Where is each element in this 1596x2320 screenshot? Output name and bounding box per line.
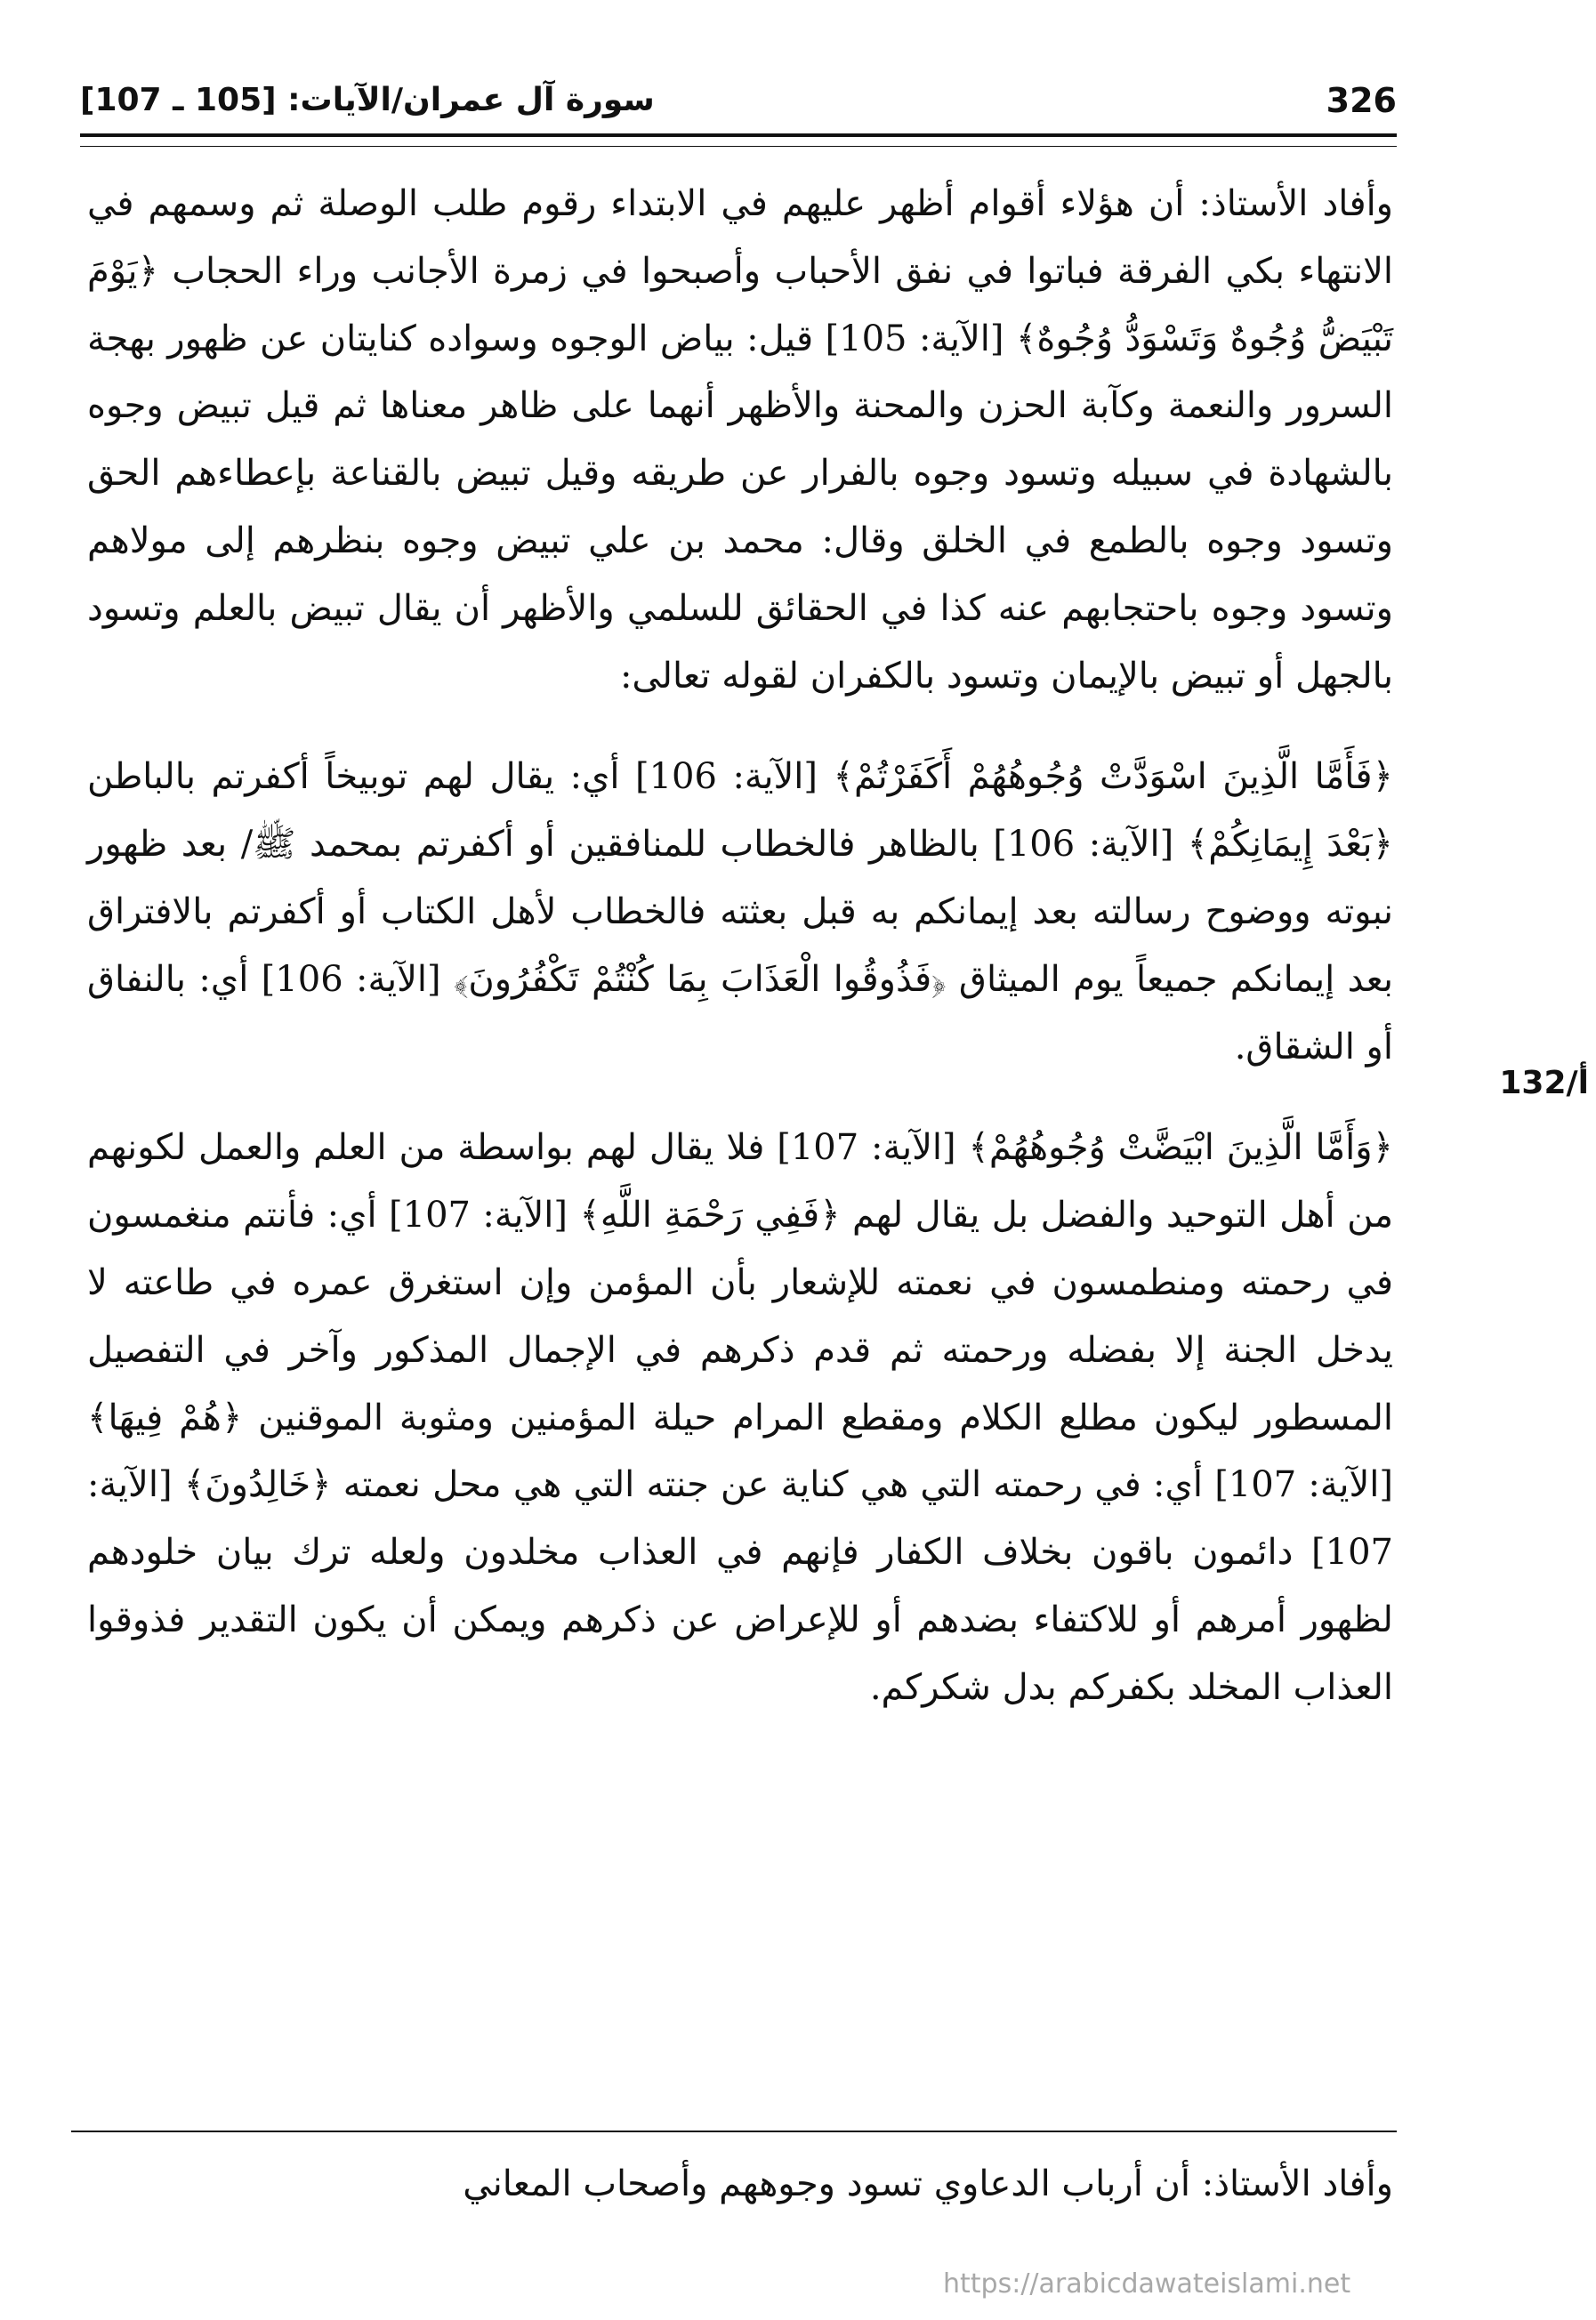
watermark-url: https://arabicdawateislami.net: [943, 2268, 1351, 2300]
paragraph-2: ﴿فَأَمَّا الَّذِينَ اسْوَدَّتْ وُجُوهُهُمْ أَكَفَرْتُمْ﴾ [الآية: 106] أي: يقال لهم توبيخاً أكفرتم بالباطن ﴿بَعْدَ إِيمَانِكُمْ﴾ [الآية: 106] بالظاهر فالخطاب للمنافقين أو أكفرتم بمحمد ﷺ/ بعد ظهور نبوته ووضوح رسالته بعد إيمانكم به قبل بعثته فالخطاب لأهل الكتاب أو أكفرتم بالافتراق بعد إيمانكم جميعاً يوم الميثاق ﴿فَذُوقُوا الْعَذَابَ بِمَا كُنْتُمْ تَكْفُرُونَ﴾ [الآية: 106] أي: بالنفاق أو الشقاق.: [87, 756, 1394, 1067]
footnote-text: وأفاد الأستاذ: أن أرباب الدعاوي تسود وجوههم وأصحاب المعاني: [463, 2163, 1393, 2204]
paragraph-3: ﴿وَأَمَّا الَّذِينَ ابْيَضَّتْ وُجُوهُهُمْ﴾ [الآية: 107] فلا يقال لهم بواسطة من العلم والعمل لكونهم من أهل التوحيد والفضل بل يقال لهم ﴿فَفِي رَحْمَةِ اللَّهِ﴾ [الآية: 107] أي: فأنتم منغمسون في رحمته ومنطمسون في نعمته للإشعار بأن المؤمن وإن استغرق عمره في طاعته لا يدخل الجنة إلا بفضله ورحمته ثم قدم ذكرهم في الإجمال المذكور وآخر في التفصيل المسطور ليكون مطلع الكلام ومقطع المرام حيلة المؤمنين ومثوبة الموقنين ﴿هُمْ فِيهَا﴾ [الآية: 107] أي: في رحمته التي هي كناية عن جنته التي هي محل نعمته ﴿خَالِدُونَ﴾ [الآية: 107] دائمون باقون بخلاف الكفار فإنهم في العذاب مخلدون ولعله ترك بيان خلودهم لظهور أمرهم أو للاكتفاء بضدهم أو للإعراض عن ذكرهم ويمكن أن يكون التقدير فذوقوا العذاب المخلد بكفركم بدل شكركم.: [87, 1127, 1393, 1708]
page-number: 326: [1326, 81, 1397, 120]
margin-folio-note: 132/أ: [1499, 1065, 1589, 1101]
main-text: [87, 171, 1393, 1722]
header-rule: [80, 133, 1397, 147]
page-header: [80, 69, 1397, 132]
running-title: سورة آل عمران/الآيات: [105 ـ 107]: [80, 82, 655, 118]
footnote-rule: [71, 2131, 1397, 2132]
paragraph-1: وأفاد الأستاذ: أن هؤلاء أقوام أظهر عليهم في الابتداء رقوم طلب الوصلة ثم وسمهم في الانتهاء بكي الفرقة فباتوا في نفق الأحباب وأصبحوا في زمرة الأجانب وراء الحجاب ﴿يَوْمَ تَبْيَضُّ وُجُوهٌ وَتَسْوَدُّ وُجُوهٌ﴾ [الآية: 105] قيل: بياض الوجوه وسواده كنايتان عن ظهور بهجة السرور والنعمة وكآبة الحزن والمحنة والأظهر أنهما على ظاهر معناها ثم قيل تبيض وجوه بالشهادة في سبيله وتسود وجوه بالفرار عن طريقه وقيل تبيض بالقناعة بإعطاءهم الحق وتسود وجوه بالطمع في الخلق وقال: محمد بن علي تبيض وجوه بنظرهم إلى مولاهم وتسود وجوه باحتجابهم عنه كذا في الحقائق للسلمي والأظهر أن يقال تبيض بالعلم وتسود بالجهل أو تبيض بالإيمان وتسود بالكفران لقوله تعالى:: [87, 183, 1393, 697]
